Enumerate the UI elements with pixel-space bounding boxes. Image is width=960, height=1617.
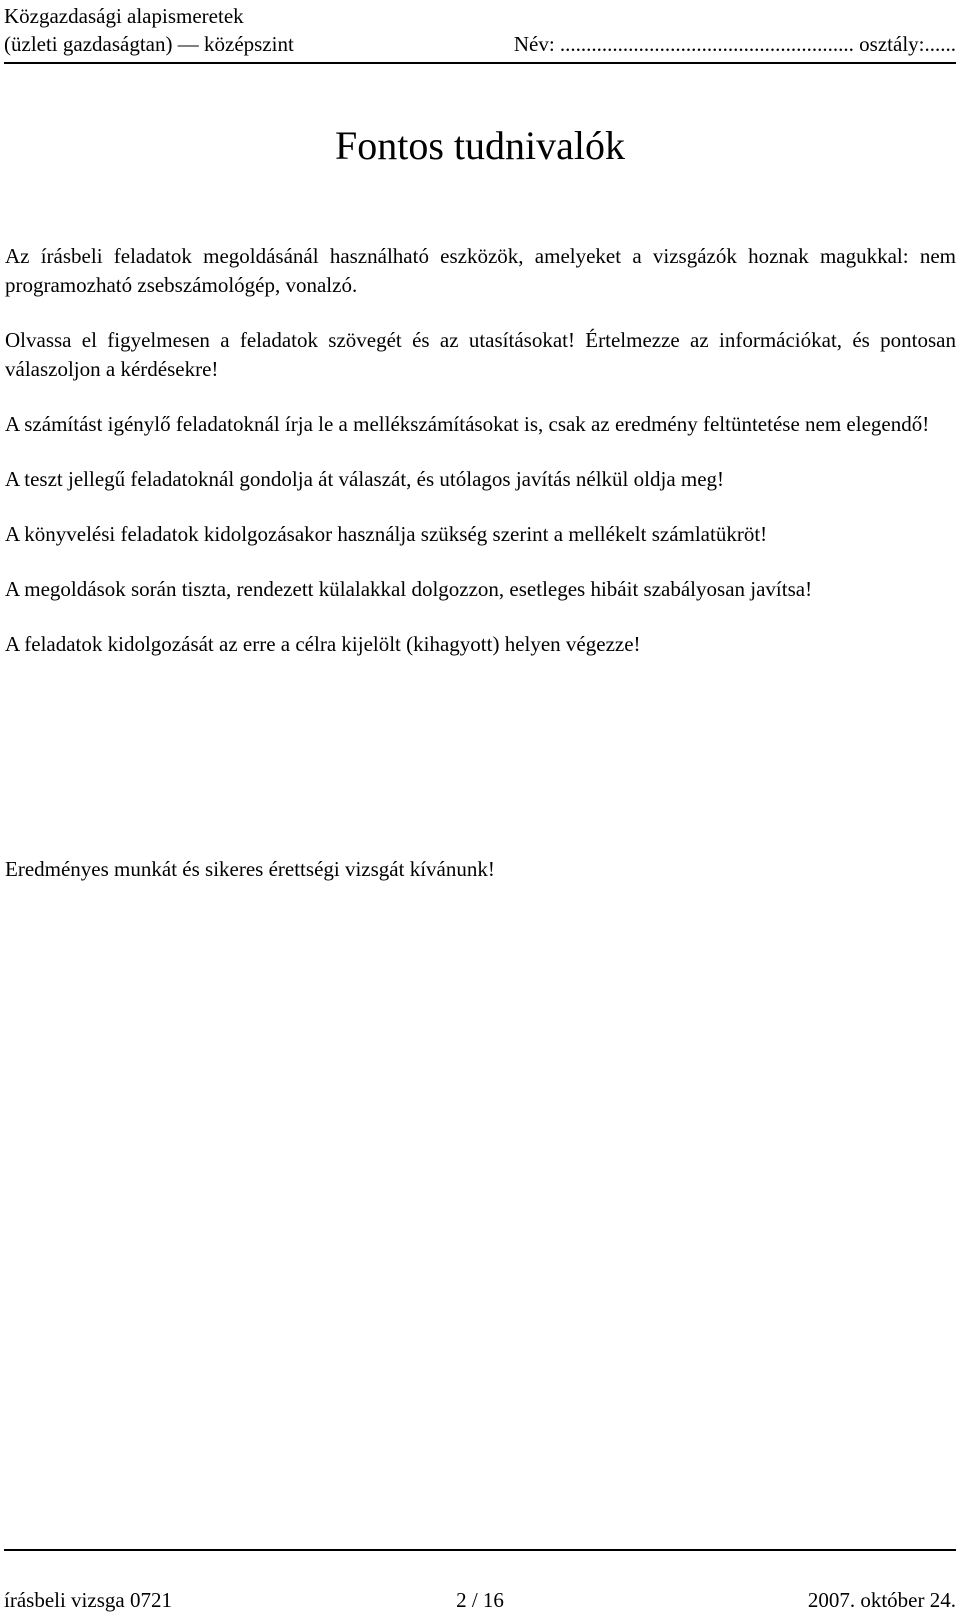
exam-date: 2007. október 24. (807, 1588, 956, 1612)
instruction-paragraph: A könyvelési feladatok kidolgozásakor használja szükség szerint a mellékelt számlatükröt! (5, 522, 768, 546)
footer-divider (4, 1549, 956, 1551)
page-title: Fontos tudnivalók (334, 123, 626, 168)
closing-wish: Eredményes munkát és sikeres érettségi vizsgát kívánunk! (5, 857, 495, 881)
name-field: Név: ........................................................ (513, 32, 854, 56)
instruction-paragraph: Olvassa el figyelmesen a feladatok szövegét és az utasításokat! Értelmezze az információkat, és pontosan válaszoljon a kérdésekre! (5, 328, 956, 381)
header-divider (4, 62, 956, 64)
instruction-paragraph: Az írásbeli feladatok megoldásánál használható eszközök, amelyeket a vizsgázók hoznak magukkal: nem programozható zsebszámológép, vonalzó. (5, 244, 956, 297)
instruction-paragraph: A feladatok kidolgozását az erre a célra kijelölt (kihagyott) helyen végezze! (5, 632, 641, 656)
header-student-fields (514, 30, 956, 58)
instruction-paragraph: A teszt jellegű feladatoknál gondolja át válaszát, és utólagos javítás nélkül oldja meg! (5, 467, 725, 491)
header-subject (4, 2, 294, 58)
class-field: osztály:...... (859, 32, 956, 56)
instructions (5, 242, 956, 685)
exam-code: írásbeli vizsga 0721 (4, 1588, 172, 1612)
subject-line-1: Közgazdasági alapismeretek (4, 4, 244, 28)
subject-line-2: (üzleti gazdaságtan) — középszint (4, 32, 294, 56)
page-number: 2 / 16 (456, 1588, 504, 1612)
instruction-paragraph: A megoldások során tiszta, rendezett külalakkal dolgozzon, esetleges hibáit szabályosan javítsa! (5, 577, 813, 601)
instruction-paragraph: A számítást igénylő feladatoknál írja le a mellékszámításokat is, csak az eredmény feltüntetése nem elegendő! (5, 412, 930, 436)
